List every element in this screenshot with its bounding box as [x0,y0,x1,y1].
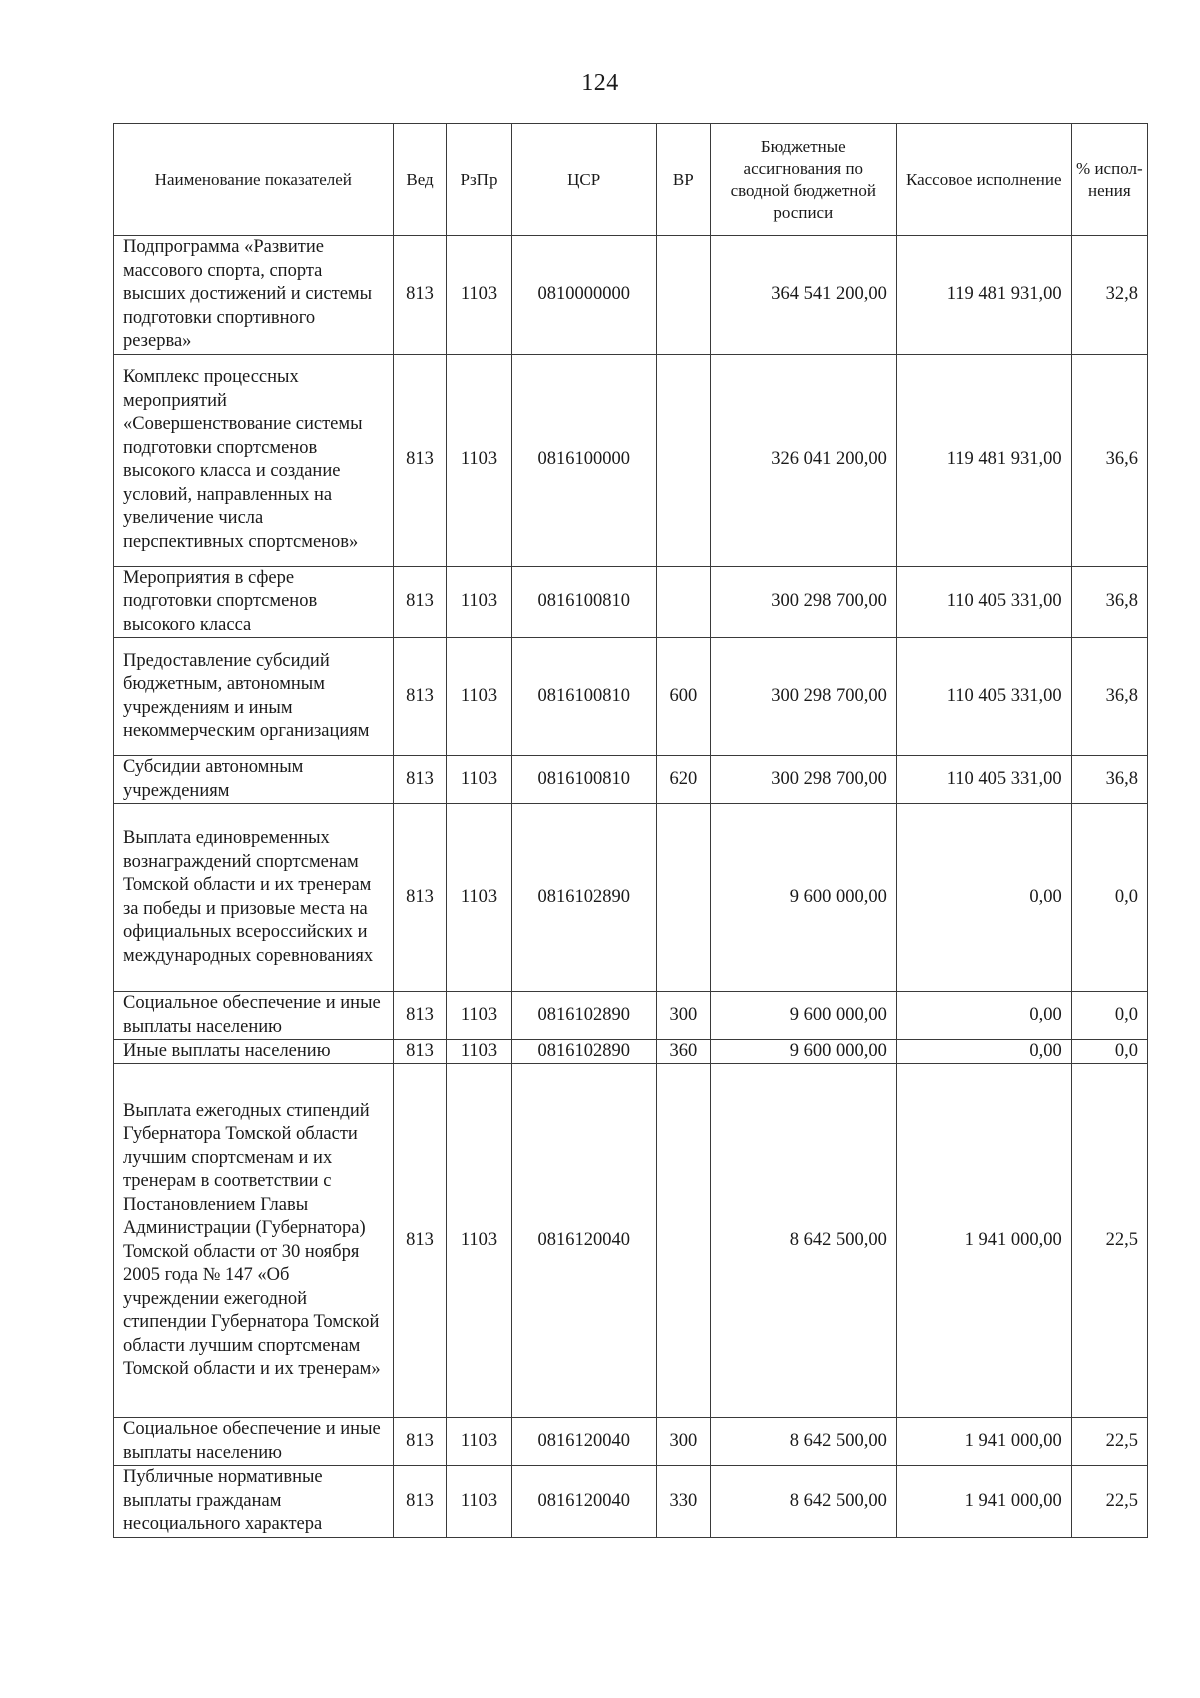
row-vr: 330 [656,1466,710,1538]
header-rzpr: РзПр [447,124,511,236]
row-csr: 0816100810 [511,566,656,638]
row-name: Субсидии автономным учреждениям [114,756,394,804]
table-row [114,1418,1148,1466]
table-row [114,1064,1148,1418]
table-row [114,1040,1148,1064]
row-cash-execution: 119 481 931,00 [896,354,1071,566]
row-percent: 36,6 [1071,354,1147,566]
row-name: Предоставление субсидий бюджетным, автономным учреждениям и иным некоммерческим организациям [114,638,394,756]
header-cash-execution: Кассовое исполнение [896,124,1071,236]
row-ved: 813 [393,992,447,1040]
table-row [114,354,1148,566]
row-percent: 36,8 [1071,566,1147,638]
row-name: Подпрограмма «Развитие массового спорта, спорта высших достижений и системы подготовки спортивного резерва» [114,236,394,355]
row-name: Социальное обеспечение и иные выплаты населению [114,1418,394,1466]
row-rzpr: 1103 [447,566,511,638]
row-ved: 813 [393,1418,447,1466]
row-name: Иные выплаты населению [114,1040,394,1064]
header-ved: Вед [393,124,447,236]
row-percent: 22,5 [1071,1418,1147,1466]
row-vr: 600 [656,638,710,756]
row-vr [656,566,710,638]
row-ved: 813 [393,1466,447,1538]
row-name: Комплекс процессных мероприятий «Совершенствование системы подготовки спортсменов высокого класса и создание условий, направленных на увеличение числа перспективных спортсменов» [114,354,394,566]
row-allocations: 9 600 000,00 [710,1040,896,1064]
row-allocations: 300 298 700,00 [710,638,896,756]
row-ved: 813 [393,1064,447,1418]
row-cash-execution: 1 941 000,00 [896,1064,1071,1418]
row-ved: 813 [393,756,447,804]
row-vr: 300 [656,1418,710,1466]
row-csr: 0816102890 [511,992,656,1040]
row-csr: 0816120040 [511,1418,656,1466]
row-rzpr: 1103 [447,1064,511,1418]
row-vr: 620 [656,756,710,804]
row-ved: 813 [393,804,447,992]
row-cash-execution: 1 941 000,00 [896,1466,1071,1538]
table-row [114,1466,1148,1538]
row-percent: 0,0 [1071,804,1147,992]
row-percent: 36,8 [1071,638,1147,756]
row-vr: 300 [656,992,710,1040]
row-cash-execution: 0,00 [896,804,1071,992]
row-csr: 0816102890 [511,1040,656,1064]
table-row [114,566,1148,638]
row-vr [656,1064,710,1418]
header-name: Наименование показателей [114,124,394,236]
row-rzpr: 1103 [447,1418,511,1466]
row-name: Социальное обеспечение и иные выплаты населению [114,992,394,1040]
row-csr: 0816102890 [511,804,656,992]
row-cash-execution: 110 405 331,00 [896,566,1071,638]
row-csr: 0816100810 [511,638,656,756]
row-allocations: 300 298 700,00 [710,756,896,804]
row-percent: 32,8 [1071,236,1147,355]
row-ved: 813 [393,566,447,638]
row-allocations: 9 600 000,00 [710,804,896,992]
row-ved: 813 [393,354,447,566]
row-rzpr: 1103 [447,1466,511,1538]
row-percent: 22,5 [1071,1064,1147,1418]
row-allocations: 364 541 200,00 [710,236,896,355]
row-allocations: 8 642 500,00 [710,1418,896,1466]
row-allocations: 8 642 500,00 [710,1064,896,1418]
row-allocations: 300 298 700,00 [710,566,896,638]
row-ved: 813 [393,1040,447,1064]
row-percent: 0,0 [1071,992,1147,1040]
row-name: Выплата единовременных вознаграждений спортсменам Томской области и их тренерам за победы и призовые места на официальных всероссийских и международных соревнованиях [114,804,394,992]
row-vr: 360 [656,1040,710,1064]
row-percent: 0,0 [1071,1040,1147,1064]
table-body [114,236,1148,1538]
row-name: Публичные нормативные выплаты гражданам несоциального характера [114,1466,394,1538]
row-cash-execution: 0,00 [896,1040,1071,1064]
table-row [114,236,1148,355]
row-allocations: 326 041 200,00 [710,354,896,566]
row-rzpr: 1103 [447,354,511,566]
row-cash-execution: 0,00 [896,992,1071,1040]
row-rzpr: 1103 [447,236,511,355]
row-csr: 0816120040 [511,1466,656,1538]
row-cash-execution: 1 941 000,00 [896,1418,1071,1466]
table-row [114,756,1148,804]
row-rzpr: 1103 [447,756,511,804]
row-ved: 813 [393,638,447,756]
table-row [114,638,1148,756]
row-cash-execution: 119 481 931,00 [896,236,1071,355]
row-vr [656,236,710,355]
header-allocations: Бюджетные ассигнования по сводной бюджетной росписи [710,124,896,236]
row-csr: 0810000000 [511,236,656,355]
table-row [114,992,1148,1040]
row-csr: 0816120040 [511,1064,656,1418]
row-csr: 0816100000 [511,354,656,566]
row-percent: 36,8 [1071,756,1147,804]
row-cash-execution: 110 405 331,00 [896,756,1071,804]
row-percent: 22,5 [1071,1466,1147,1538]
row-name: Мероприятия в сфере подготовки спортсменов высокого класса [114,566,394,638]
table-row [114,804,1148,992]
header-csr: ЦСР [511,124,656,236]
table-header [114,124,1148,236]
budget-execution-table [113,123,1148,1538]
row-cash-execution: 110 405 331,00 [896,638,1071,756]
row-vr [656,804,710,992]
row-allocations: 8 642 500,00 [710,1466,896,1538]
row-rzpr: 1103 [447,1040,511,1064]
page-number: 124 [581,70,619,96]
row-rzpr: 1103 [447,992,511,1040]
row-rzpr: 1103 [447,638,511,756]
row-ved: 813 [393,236,447,355]
row-rzpr: 1103 [447,804,511,992]
row-name: Выплата ежегодных стипендий Губернатора Томской области лучшим спортсменам и их тренерам в соответствии с Постановлением Главы Администрации (Губернатора) Томской области от 30 ноября 2005 года № 147 «Об учреждении ежегодной стипендии Губернатора Томской области лучшим спортсменам Томской области и их тренерам» [114,1064,394,1418]
row-vr [656,354,710,566]
header-percent: % испол-нения [1071,124,1147,236]
row-allocations: 9 600 000,00 [710,992,896,1040]
header-vr: ВР [656,124,710,236]
row-csr: 0816100810 [511,756,656,804]
